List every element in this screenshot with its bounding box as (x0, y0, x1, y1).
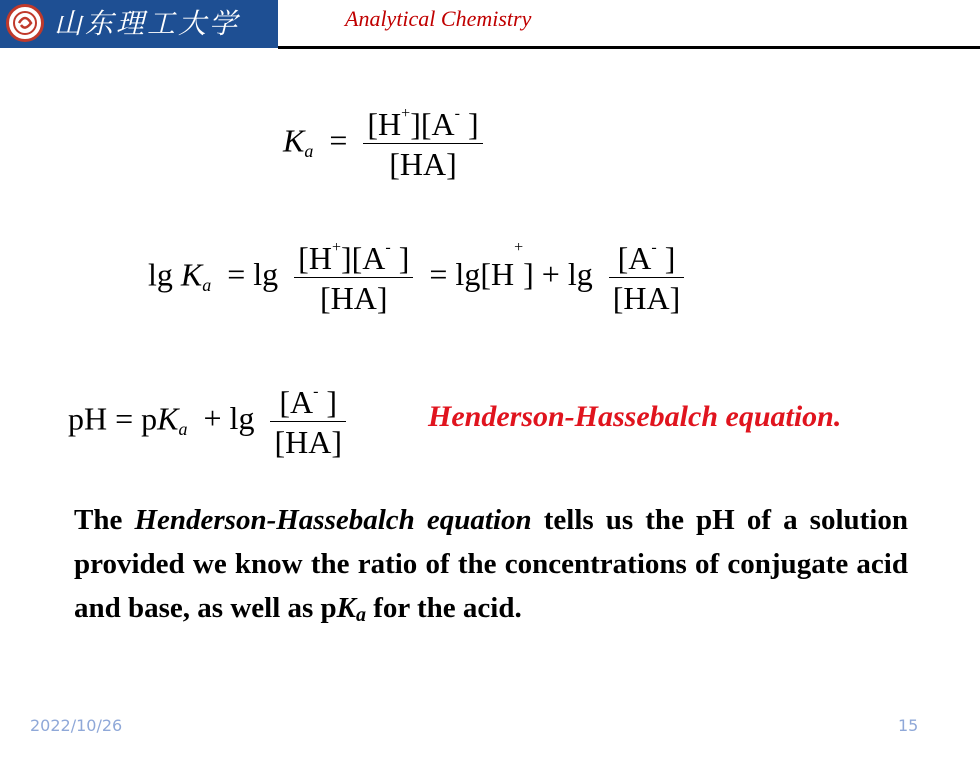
page-number: 15 (898, 716, 919, 735)
footer-date: 2022/10/26 (30, 716, 123, 735)
ka-denominator: [HA] (389, 146, 457, 182)
lg-ka-f2-numerator: [A- ] (609, 242, 685, 278)
ph-k-subscript: a (178, 419, 188, 440)
ka-symbol: K (283, 122, 305, 159)
henderson-hasselbalch-label: Henderson-Hassebalch equation. (428, 400, 842, 433)
ph-lhs: pH = p (68, 400, 158, 437)
lg-ka-f1-denominator: [HA] (320, 280, 388, 316)
lg-ka-equation (148, 239, 684, 316)
ka-numerator: [H+][A- ] (363, 108, 482, 144)
lg-ka-symbol: K (180, 256, 203, 293)
ka-fraction (363, 105, 482, 182)
header-divider (278, 46, 980, 49)
course-title: Analytical Chemistry (345, 6, 532, 31)
lg-ka-fraction-2 (609, 239, 685, 316)
ph-equation (68, 383, 346, 460)
university-logo-icon (6, 4, 44, 42)
explanation-paragraph: The Henderson-Hassebalch equation tells us the pH of a solution provided we know the ratio of the concentrations of conjugate acid and base, as well as $pK_a$ for the acid. (74, 504, 908, 626)
ph-denominator: [HA] (274, 424, 342, 460)
equals-sign: = (329, 122, 348, 159)
lg-ka-f1-numerator: [H+][A- ] (294, 242, 413, 278)
lg-ka-f2-denominator: [HA] (612, 280, 681, 316)
ph-fraction (270, 383, 346, 460)
ph-plus-lg: + lg (203, 400, 255, 437)
ka-subscript: a (304, 141, 314, 162)
ph-k-symbol: K (157, 400, 179, 437)
lg-ka-eq2: = lg[H+] + lg (429, 239, 593, 293)
hh-name-inline: Henderson-Hassebalch equation (134, 504, 532, 536)
header-band (0, 0, 278, 48)
lg-ka-eq1: = lg (227, 256, 279, 293)
ka-equation (283, 105, 483, 182)
university-name: 山东理工大学 (54, 7, 241, 40)
ph-numerator: [A- ] (270, 386, 346, 422)
lg-ka-fraction-1 (294, 239, 413, 316)
lg-text: lg (148, 256, 173, 293)
lg-ka-subscript: a (202, 275, 212, 296)
